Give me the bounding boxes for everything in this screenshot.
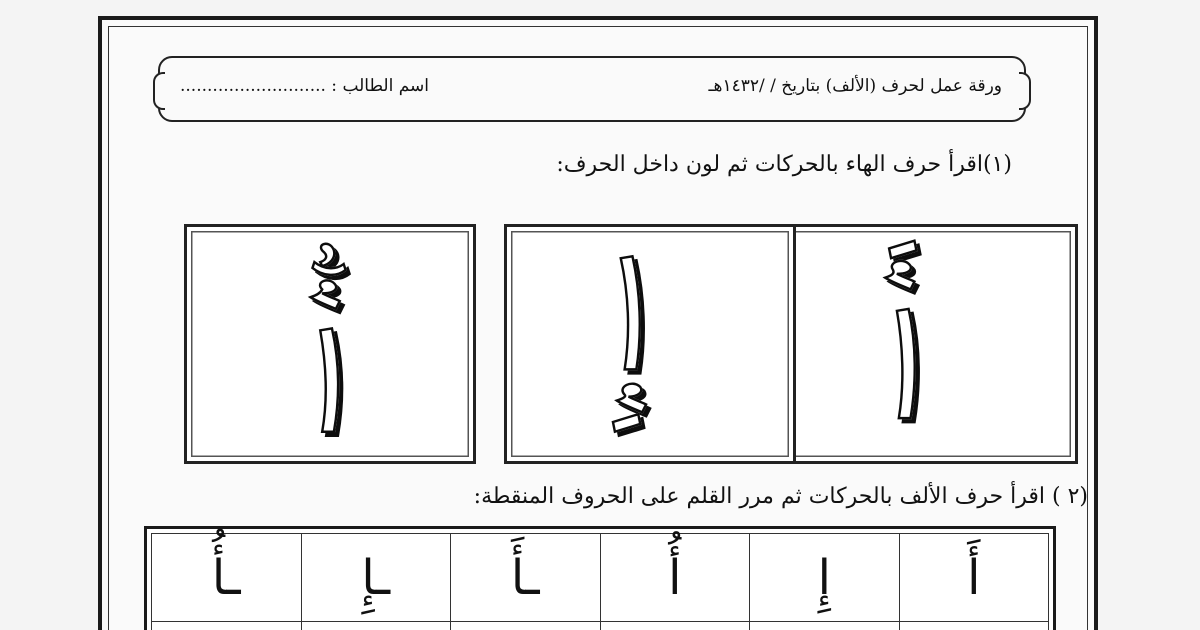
table-cell <box>899 534 1049 630</box>
table-cell <box>152 534 301 630</box>
question-2-text: (٢ ) اقرأ حرف الألف بالحركات ثم مرر القلم على الحروف المنقطة: <box>473 484 1088 509</box>
alif-damma-outline <box>187 227 473 461</box>
table-cell <box>450 534 600 630</box>
cell-letter: ـأَ <box>510 550 540 606</box>
letter-box-kasra <box>504 224 796 464</box>
student-name-label: اسم الطالب : ........................... <box>180 76 430 96</box>
tracing-table <box>144 526 1056 630</box>
cell-letter: أَ <box>967 550 981 606</box>
cell-letter: ـأُ <box>211 550 241 606</box>
table-cell <box>301 534 451 630</box>
table-cell <box>749 534 899 630</box>
cell-letter: أُ <box>668 550 682 606</box>
table-cell <box>600 534 750 630</box>
table-row-separator <box>151 621 1049 622</box>
tracing-table-grid <box>151 533 1049 630</box>
cell-letter: ـإِ <box>361 550 391 606</box>
question-1-text: (١)اقرأ حرف الهاء بالحركات ثم لون داخل الحرف: <box>556 152 1012 177</box>
alif-fatha-outline <box>789 227 1075 461</box>
alif-kasra-outline <box>507 227 793 461</box>
header-box <box>158 56 1026 122</box>
worksheet-title: ورقة عمل لحرف (الألف) بتاريخ / /١٤٣٢هـ <box>708 76 1002 96</box>
letter-box-damma <box>184 224 476 464</box>
letter-box-fatha <box>786 224 1078 464</box>
cell-letter: إِ <box>817 550 831 606</box>
